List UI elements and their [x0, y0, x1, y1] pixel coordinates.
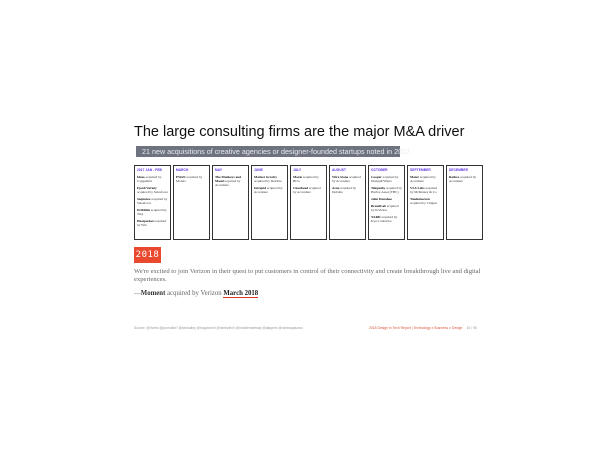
acquisition-item [371, 215, 402, 223]
acquirer: acquired by Accenture [293, 186, 321, 194]
attribution-middle: acquired by Verizon [165, 290, 224, 297]
timeline-column [368, 165, 405, 240]
column-header: JULY [293, 168, 302, 172]
acquirer: acquired by InVision [371, 204, 399, 212]
acquirer: acquired by Wix [137, 219, 167, 227]
acquisition-item [293, 175, 324, 183]
acquirer: acquired by Deloitte [254, 179, 282, 183]
acquirer: acquired by Accenture [410, 175, 436, 183]
acquired-company: Mater [410, 175, 420, 179]
column-header: MAY [215, 168, 223, 172]
column-header: AUGUST [332, 168, 347, 172]
footer-report [369, 326, 477, 330]
acquirer: acquired by Mondo [176, 175, 203, 183]
timeline-column [329, 165, 366, 240]
timeline-column [212, 165, 249, 240]
acquisition-item [254, 186, 285, 194]
quote-text: We're excited to join Verizon in their quest to put customers in control of their connectivity and create breakthrough live and digital experiences. [134, 268, 481, 284]
acquisition-item [293, 186, 324, 194]
acquirer: acquired by Harbor Asset (TBC) [371, 186, 402, 194]
column-header: 2017 JAN - FEB [137, 168, 162, 172]
timeline-column [290, 165, 327, 240]
acquirer: acquired by Kyu Collective [371, 215, 398, 223]
acquired-company: Wire Stone [332, 175, 349, 179]
page-title: The large consulting firms are the major M&A driver [134, 124, 465, 140]
acquirer: acquired by Deloitte [332, 186, 357, 194]
timeline-column [407, 165, 444, 240]
acquisition-item [449, 175, 480, 183]
attribution-dash: — [134, 290, 141, 297]
column-header: DECEMBER [449, 168, 469, 172]
acquisition-item [332, 186, 363, 194]
acquired-company: Intrepid [254, 186, 266, 190]
acquirer: acquired by Salesforce [137, 197, 168, 205]
column-header: SEPTEMBER [410, 168, 431, 172]
acquisition-item [410, 175, 441, 183]
acquired-company: Acne [332, 186, 340, 190]
column-header: JUNE [254, 168, 263, 172]
acquired-company: Sequence [137, 197, 151, 201]
acquirer: acquired by Tiny [137, 208, 167, 216]
acquirer: acquired by Capgemini [137, 175, 162, 183]
acquirer: acquired by Accenture [332, 175, 361, 183]
acquisition-item [176, 175, 207, 183]
acquired-company: VLS Labs [410, 186, 425, 190]
acquired-company: Tandemseven [410, 197, 430, 201]
acquired-company: Moxie [293, 175, 303, 179]
acquisition-timeline [134, 165, 483, 240]
acquisition-item [137, 208, 168, 216]
acquired-company: Heatpocket [137, 219, 154, 223]
acquisition-item [137, 219, 168, 227]
acquisition-item [371, 204, 402, 212]
acquired-company: Ideas [137, 175, 145, 179]
acquired-company: Dribbble [137, 208, 150, 212]
acquisition-item [410, 186, 441, 194]
acquirer: acquired by Accenture [215, 179, 241, 187]
acquisition-item [137, 175, 168, 183]
acquired-company: Telepathy [371, 186, 386, 190]
acquired-company: The Monkeys and Maud [215, 175, 242, 183]
acquisition-item [254, 175, 285, 183]
acquisition-item [371, 186, 402, 194]
acquired-company: PWaN [176, 175, 186, 179]
column-header: MARCH [176, 168, 189, 172]
acquired-company: Cooper [371, 175, 382, 179]
timeline-column [446, 165, 483, 240]
acquirer: acquired by BCG [293, 175, 319, 183]
acquirer: acquired by Cmgurt [410, 201, 438, 205]
footer-report-title: 2018 Design in Tech Report | Technology ≠ Business ≠ Design [369, 326, 463, 330]
year-badge: 2018 [134, 247, 161, 263]
acquisition-item [371, 197, 402, 201]
acquirer: acquired by Designit/Wipro [371, 175, 399, 183]
acquirer: acquired by Salesforce [137, 190, 168, 194]
acquirer: acquired by Accenture [449, 175, 477, 183]
summary-banner: 21 new acquisitions of creative agencies or designer-founded startups noted in 2017. [136, 146, 400, 157]
acquired-company: Clearhead [293, 186, 309, 190]
timeline-column [251, 165, 288, 240]
page-number: 15 / 95 [466, 326, 477, 330]
timeline-column [134, 165, 171, 240]
acquisition-item [137, 197, 168, 205]
attribution-company: Moment [140, 290, 166, 297]
acquired-company: Fjord/Variety [137, 186, 157, 190]
timeline-column [173, 165, 210, 240]
acquired-company: John Donahoe [371, 197, 392, 201]
footer-sources: Source: @Harris @journalist? @kenkailey @hugoramirl @nimbytech @moistemdetsap @dappers @nimbappazaro [134, 326, 303, 330]
acquisition-item [332, 175, 363, 183]
acquired-company: BrandLab [371, 204, 387, 208]
acquisition-item [215, 175, 246, 187]
acquirer: acquired by McKinsey & Co [410, 186, 438, 194]
column-header: OCTOBER [371, 168, 388, 172]
acquired-company: Rothco [449, 175, 460, 179]
acquisition-item [137, 186, 168, 194]
attribution-date: March 2018 [223, 290, 259, 297]
acquired-company: Market Gravity [254, 175, 278, 179]
acquirer: acquired by Accenture [254, 186, 283, 194]
acquired-company: YARD [371, 215, 381, 219]
acquisition-item [410, 197, 441, 205]
quote-attribution [134, 290, 258, 297]
acquisition-item [371, 175, 402, 183]
